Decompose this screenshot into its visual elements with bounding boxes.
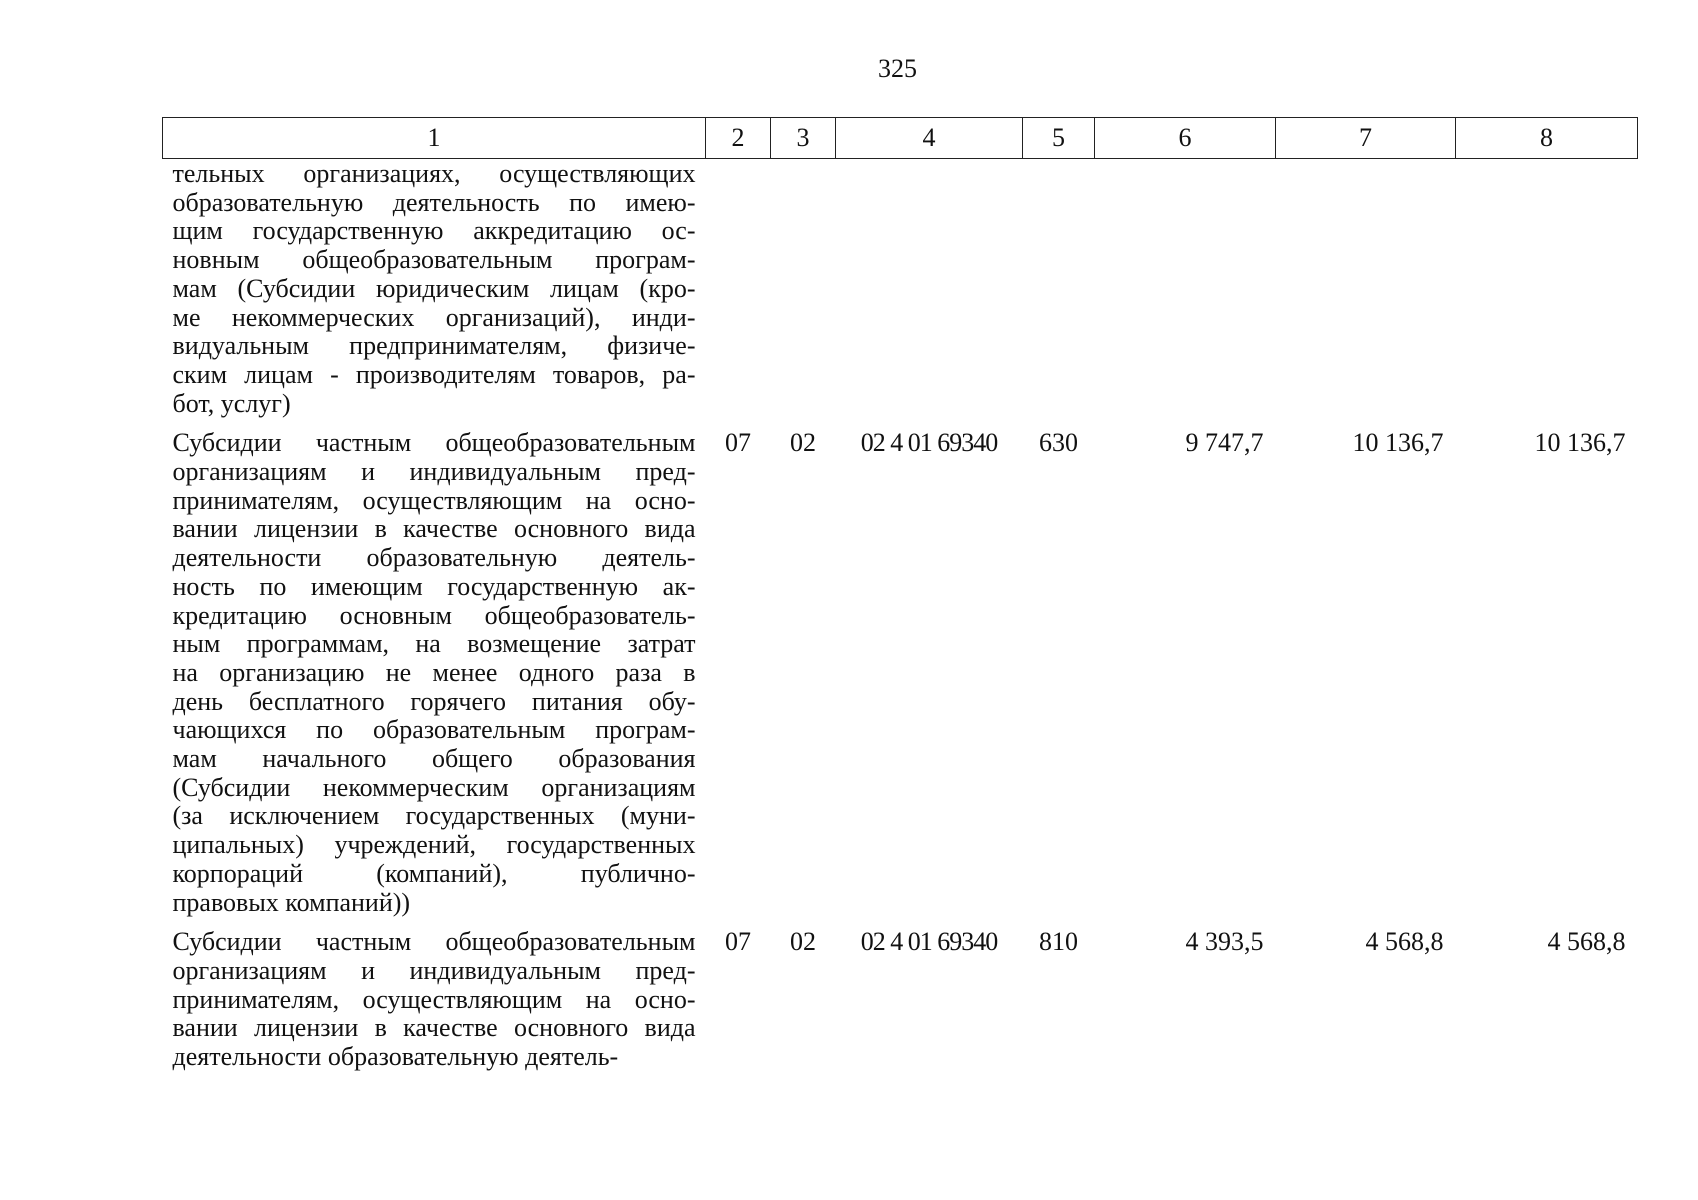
header-col-3: 3 — [771, 118, 836, 159]
description-line: щим государственную аккредитацию ос- — [172, 216, 696, 246]
description-line: правовых компаний)) — [172, 887, 411, 917]
description-line: видуальным предпринимателям, физиче- — [172, 331, 696, 361]
description-line: (Субсидии некоммерческим организациям — [172, 772, 696, 802]
description-line: ме некоммерческих организаций), инди- — [172, 302, 696, 332]
description-line: Субсидии частным общеобразовательным — [172, 927, 696, 957]
expense-type-code: 630 — [1039, 428, 1078, 458]
description-line: образовательную деятельность по имею- — [172, 187, 696, 217]
target-article-code — [836, 159, 1023, 429]
description-line: вании лицензии в качестве основного вида — [172, 1013, 696, 1043]
section-code: 07 — [725, 428, 751, 458]
section-code: 07 — [725, 927, 751, 957]
description-line: тельных организациях, осуществляющих — [172, 159, 696, 188]
table-header — [163, 118, 1638, 159]
subsection-code — [771, 159, 836, 429]
header-col-8: 8 — [1456, 118, 1638, 159]
description-line: кредитацию основным общеобразователь- — [172, 600, 696, 630]
header-row — [163, 118, 1638, 159]
amount-year-1: 4 393,5 — [1185, 927, 1264, 957]
description-line: принимателям, осуществляющим на осно- — [172, 485, 696, 515]
amount-year-3 — [1456, 159, 1638, 429]
amount-year-2 — [1276, 159, 1456, 429]
amount-year-1: 9 747,7 — [1185, 428, 1264, 458]
expense-type-code: 810 — [1039, 927, 1078, 957]
description-line: бот, услуг) — [172, 388, 291, 418]
description-line: вании лицензии в качестве основного вида — [172, 514, 696, 544]
description-line: корпораций (компаний), публично- — [172, 858, 696, 888]
table-row — [163, 428, 1638, 927]
description-line: ским лицам - производителям товаров, ра- — [172, 359, 696, 389]
description-line: деятельности образовательную деятель- — [172, 543, 696, 573]
description-line: новным общеобразовательным програм- — [172, 245, 696, 275]
description-line: деятельности образовательную деятель- — [172, 1042, 619, 1072]
description-line: на организацию не менее одного раза в — [172, 657, 696, 687]
description-line: организациям и индивидуальным пред- — [172, 955, 696, 985]
header-col-7: 7 — [1276, 118, 1456, 159]
amount-year-1 — [1095, 159, 1276, 429]
description-line: ность по имеющим государственную ак- — [172, 571, 696, 601]
subsection-code: 02 — [790, 428, 816, 458]
subsection-code: 02 — [790, 927, 816, 957]
row-description — [163, 428, 706, 927]
section-code — [706, 159, 771, 429]
target-article-code: 02 4 01 69340 — [860, 927, 998, 957]
description-line: (за исключением государственных (муни- — [172, 801, 696, 831]
description-line: день бесплатного горячего питания обу- — [172, 686, 696, 716]
table-body — [163, 159, 1638, 1082]
target-article-code: 02 4 01 69340 — [860, 428, 998, 458]
description-line: мам (Субсидии юридическим лицам (кро- — [172, 273, 696, 303]
description-line: принимателям, осуществляющим на осно- — [172, 984, 696, 1014]
expense-type-code — [1023, 159, 1095, 429]
description-line: ным программам, на возмещение затрат — [172, 629, 696, 659]
header-col-4: 4 — [836, 118, 1023, 159]
description-line: организациям и индивидуальным пред- — [172, 457, 696, 487]
table-row — [163, 927, 1638, 1082]
row-description — [163, 159, 706, 429]
description-line: ципальных) учреждений, государственных — [172, 830, 696, 860]
amount-year-2: 4 568,8 — [1365, 927, 1444, 957]
amount-year-3: 4 568,8 — [1547, 927, 1626, 957]
page-number: 325 — [878, 54, 917, 83]
description-line: мам начального общего образования — [172, 744, 696, 774]
description-line: чающихся по образовательным програм- — [172, 715, 696, 745]
row-description — [163, 927, 706, 1082]
header-col-6: 6 — [1095, 118, 1276, 159]
amount-year-2: 10 136,7 — [1352, 428, 1444, 458]
table-row — [163, 159, 1638, 429]
header-col-1: 1 — [163, 118, 706, 159]
amount-year-3: 10 136,7 — [1534, 428, 1626, 458]
budget-table — [162, 117, 1638, 1082]
description-line: Субсидии частным общеобразовательным — [172, 428, 696, 458]
header-col-2: 2 — [706, 118, 771, 159]
header-col-5: 5 — [1023, 118, 1095, 159]
